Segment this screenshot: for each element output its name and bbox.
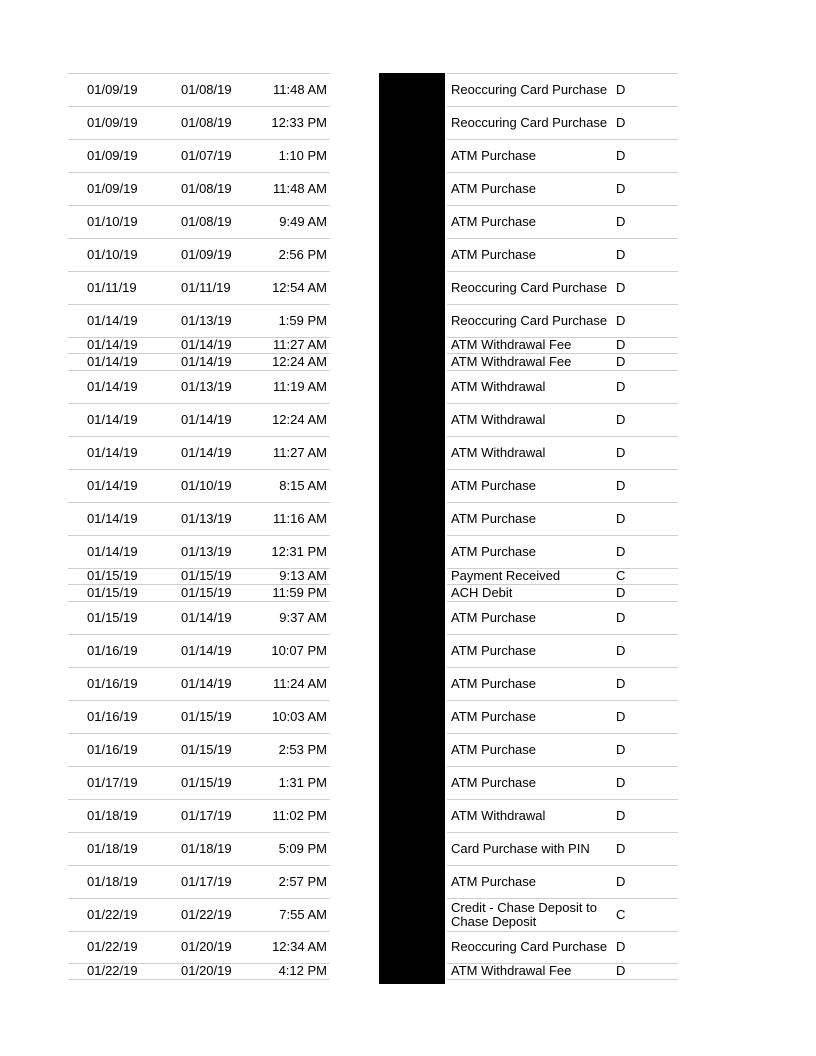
transaction-type: C [616,568,626,583]
transaction-time: 1:59 PM [278,312,327,328]
transaction-description: Credit - Chase Deposit to Chase Deposit [451,899,597,929]
transaction-date: 01/22/19 [181,906,232,922]
transaction-type: D [616,444,626,460]
transaction-description: Card Purchase with PIN [451,840,590,856]
transaction-type: D [616,963,626,978]
transaction-description: ATM Purchase [451,213,537,229]
transaction-type: D [616,510,626,526]
transaction-date: 01/17/19 [181,873,232,889]
transaction-description: ATM Purchase [451,708,537,724]
transaction-type: D [616,675,626,691]
transaction-type: D [616,840,626,856]
transaction-date: 01/09/19 [181,246,232,262]
posted-date: 01/15/19 [87,584,138,600]
posted-date: 01/18/19 [87,840,138,856]
transaction-description: Payment Received [451,568,561,583]
transaction-date: 01/14/19 [181,411,232,427]
transaction-date: 01/08/19 [181,180,232,196]
transaction-time: 12:31 PM [271,543,327,559]
posted-date: 01/16/19 [87,741,138,757]
transaction-type: D [616,180,626,196]
posted-date: 01/09/19 [87,114,138,130]
transaction-date: 01/13/19 [181,378,232,394]
transaction-time: 4:12 PM [278,963,327,978]
posted-date: 01/09/19 [87,147,138,163]
transaction-date: 01/15/19 [181,708,232,724]
transaction-time: 11:48 AM [273,81,327,97]
transaction-type: D [616,378,626,394]
transaction-time: 11:27 AM [273,444,327,460]
posted-date: 01/15/19 [87,568,138,583]
transaction-time: 1:10 PM [278,147,327,163]
posted-date: 01/14/19 [87,444,138,460]
transaction-type: D [616,337,626,352]
posted-date: 01/17/19 [87,774,138,790]
transaction-type: D [616,774,626,790]
transaction-description: ATM Purchase [451,609,537,625]
transaction-date: 01/14/19 [181,642,232,658]
transaction-date: 01/08/19 [181,114,232,130]
transaction-time: 11:24 AM [273,675,327,691]
redaction-block [379,73,445,984]
transaction-date: 01/10/19 [181,477,232,493]
posted-date: 01/10/19 [87,246,138,262]
transaction-date: 01/20/19 [181,939,232,954]
transaction-type: D [616,213,626,229]
transaction-type: D [616,584,626,600]
transaction-description: ATM Purchase [451,477,537,493]
transaction-type: D [616,807,626,823]
transaction-date: 01/15/19 [181,741,232,757]
transaction-description: ATM Purchase [451,774,537,790]
transaction-description: ATM Withdrawal [451,807,546,823]
transaction-type: D [616,114,626,130]
posted-date: 01/16/19 [87,708,138,724]
transaction-date: 01/13/19 [181,510,232,526]
transaction-description: Reoccuring Card Purchase [451,312,608,328]
transaction-time: 11:27 AM [273,337,327,352]
transaction-description: ATM Purchase [451,147,537,163]
transaction-time: 12:34 AM [272,939,327,954]
transaction-type: D [616,939,626,954]
transaction-date: 01/17/19 [181,807,232,823]
posted-date: 01/22/19 [87,939,138,954]
transaction-type: D [616,642,626,658]
transaction-type: D [616,353,626,369]
posted-date: 01/22/19 [87,963,138,978]
transaction-time: 2:53 PM [278,741,327,757]
transaction-time: 10:03 AM [272,708,327,724]
transaction-type: D [616,81,626,97]
transaction-time: 11:59 PM [272,584,327,600]
transaction-type: D [616,543,626,559]
transaction-description: ATM Purchase [451,741,537,757]
posted-date: 01/09/19 [87,81,138,97]
transaction-type: D [616,609,626,625]
transaction-description: ATM Purchase [451,510,537,526]
posted-date: 01/11/19 [87,279,137,295]
posted-date: 01/14/19 [87,378,138,394]
transaction-date: 01/13/19 [181,312,232,328]
transaction-time: 11:48 AM [273,180,327,196]
transaction-date: 01/14/19 [181,609,232,625]
posted-date: 01/14/19 [87,337,138,352]
posted-date: 01/14/19 [87,477,138,493]
transaction-time: 9:13 AM [279,568,327,583]
transaction-time: 11:16 AM [273,510,327,526]
transaction-type: D [616,741,626,757]
posted-date: 01/14/19 [87,353,138,369]
transaction-type: D [616,279,626,295]
posted-date: 01/14/19 [87,543,138,559]
table-bottom-border [447,979,678,980]
posted-date: 01/14/19 [87,510,138,526]
transaction-date: 01/15/19 [181,584,232,600]
posted-date: 01/09/19 [87,180,138,196]
transaction-date: 01/14/19 [181,337,232,352]
posted-date: 01/18/19 [87,807,138,823]
transaction-time: 11:19 AM [273,378,327,394]
transaction-date: 01/18/19 [181,840,232,856]
transaction-description: ATM Withdrawal Fee [451,337,572,352]
transaction-time: 9:49 AM [279,213,327,229]
transaction-time: 12:33 PM [271,114,327,130]
posted-date: 01/22/19 [87,906,138,922]
transaction-time: 11:02 PM [272,807,327,823]
transaction-time: 8:15 AM [279,477,327,493]
transaction-type: D [616,873,626,889]
transaction-time: 10:07 PM [271,642,327,658]
transaction-description: ATM Withdrawal [451,378,546,394]
transaction-description: Reoccuring Card Purchase [451,279,608,295]
transaction-description: ATM Purchase [451,675,537,691]
transaction-description: ATM Purchase [451,873,537,889]
transaction-date: 01/08/19 [181,213,232,229]
posted-date: 01/16/19 [87,642,138,658]
transaction-type: C [616,906,626,922]
transaction-date: 01/14/19 [181,353,232,369]
transaction-time: 12:24 AM [272,353,327,369]
transaction-type: D [616,246,626,262]
transaction-date: 01/07/19 [181,147,232,163]
transaction-description: ATM Purchase [451,543,537,559]
transaction-time: 12:54 AM [272,279,327,295]
transaction-description: Reoccuring Card Purchase [451,114,608,130]
transaction-time: 5:09 PM [278,840,327,856]
transaction-date: 01/15/19 [181,774,232,790]
transaction-description: ATM Withdrawal [451,444,546,460]
transaction-description: ATM Purchase [451,246,537,262]
posted-date: 01/15/19 [87,609,138,625]
transaction-time: 2:56 PM [278,246,327,262]
transaction-description: ATM Withdrawal Fee [451,353,572,369]
transaction-date: 01/11/19 [181,279,231,295]
transaction-date: 01/20/19 [181,963,232,978]
posted-date: 01/18/19 [87,873,138,889]
transaction-date: 01/15/19 [181,568,232,583]
transaction-time: 9:37 AM [279,609,327,625]
transaction-date: 01/08/19 [181,81,232,97]
transaction-description: Reoccuring Card Purchase [451,939,608,954]
transaction-date: 01/13/19 [181,543,232,559]
posted-date: 01/10/19 [87,213,138,229]
transaction-type: D [616,312,626,328]
posted-date: 01/14/19 [87,411,138,427]
transaction-time: 7:55 AM [279,906,327,922]
transaction-type: D [616,147,626,163]
transaction-type: D [616,477,626,493]
posted-date: 01/16/19 [87,675,138,691]
transaction-description: ACH Debit [451,584,513,600]
transaction-description: ATM Withdrawal [451,411,546,427]
transaction-type: D [616,411,626,427]
transaction-type: D [616,708,626,724]
transaction-date: 01/14/19 [181,675,232,691]
transaction-description: ATM Purchase [451,180,537,196]
posted-date: 01/14/19 [87,312,138,328]
transaction-description: ATM Purchase [451,642,537,658]
transaction-time: 1:31 PM [278,774,327,790]
transaction-description: ATM Withdrawal Fee [451,963,572,978]
transaction-description: Reoccuring Card Purchase [451,81,608,97]
transaction-date: 01/14/19 [181,444,232,460]
transaction-time: 12:24 AM [272,411,327,427]
transaction-time: 2:57 PM [278,873,327,889]
table-bottom-border [68,979,330,980]
